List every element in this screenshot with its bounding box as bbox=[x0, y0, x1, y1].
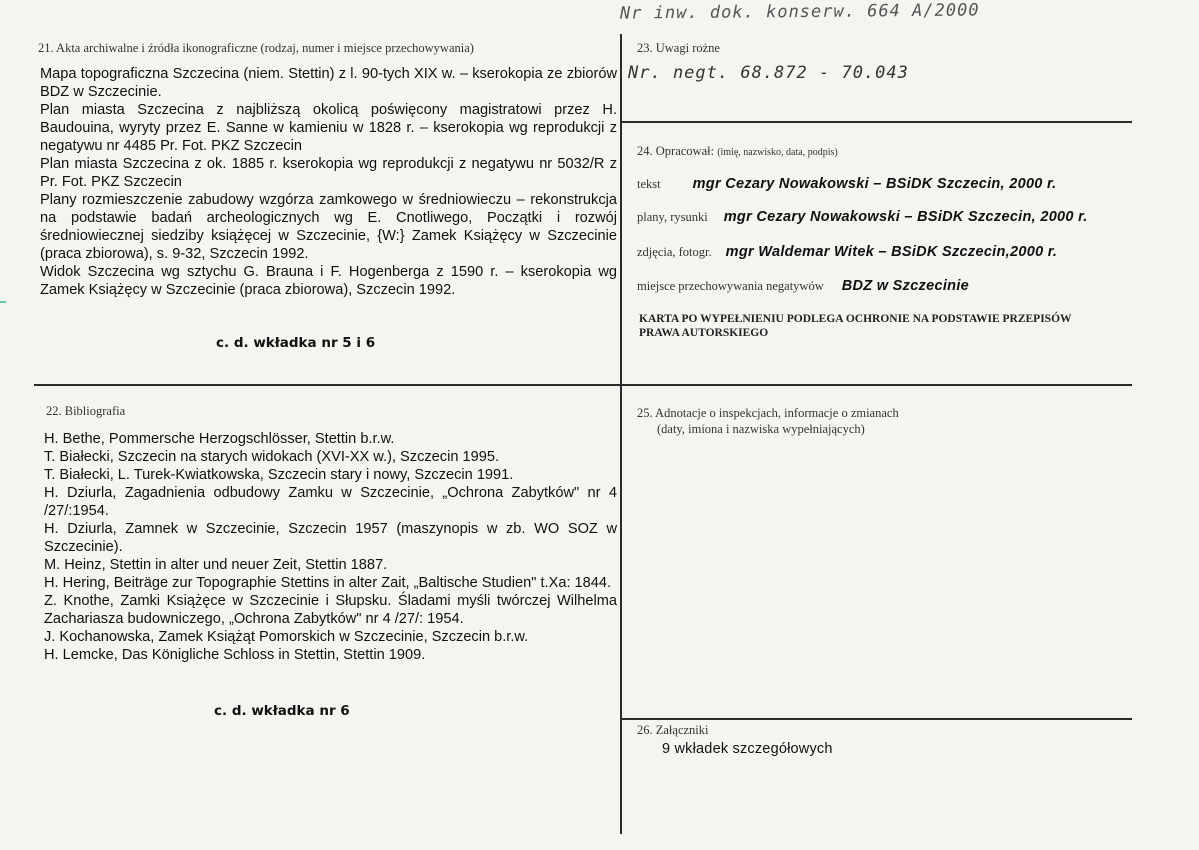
source-entry: Plany rozmieszczenie zabudowy wzgórza zamkowego w średniowieczu – rekonstrukcja na podstawie badań archeologicznych wg E. Cnotliwego, Początki i rozwój średniowiecznej siedziby książęcej w Szczecinie, {W:} Zamek Książęcy w Szczecinie (praca zbiorowa), s. 9-32, Szczecin 1992. bbox=[40, 192, 617, 262]
bibliography-entry: H. Hering, Beiträge zur Topographie Stettins in alter Zait, „Baltische Studien" t.Xa: 1844. bbox=[44, 575, 612, 591]
bibliography-entry: J. Kochanowska, Zamek Książąt Pomorskich w Szczecinie, Szczecin b.r.w. bbox=[44, 629, 529, 645]
section-22-continuation: c. d. wkładka nr 6 bbox=[214, 703, 350, 719]
source-entry: Plan miasta Szczecina z najbliższą okolicą poświęcony magistratowi przez H. Baudouina, wyryty przez E. Sanne w kamieniu w 1828 r. – kserokopia wg reprodukcji z negatywu nr 4485 Pr. Fot. PKZ Szczecin bbox=[40, 102, 617, 154]
section-23-label: 23. Uwagi rożne bbox=[637, 41, 720, 55]
row-value: mgr Cezary Nowakowski – BSiDK Szczecin, 2000 r. bbox=[723, 209, 1088, 225]
source-entry: Plan miasta Szczecina z ok. 1885 r. kserokopia wg reprodukcji z negatywu nr 5032/R z Pr. Fot. PKZ Szczecin bbox=[40, 156, 617, 190]
section-26-divider bbox=[621, 718, 1132, 720]
bibliography-entry: H. Bethe, Pommersche Herzogschlösser, Stettin b.r.w. bbox=[44, 431, 395, 447]
section-26-label: 26. Załączniki bbox=[637, 723, 709, 737]
handwritten-negative-numbers: Nr. negt. 68.872 - 70.043 bbox=[628, 63, 909, 83]
author-row-text bbox=[637, 175, 1056, 193]
source-entry: Widok Szczecina wg sztychu G. Brauna i F. Hogenberga z 1590 r. – kserokopia wg Zamek Książęcy w Szczecinie (praca zbiorowa), Szczecin 1992. bbox=[40, 264, 617, 298]
notice-line-2: PRAWA AUTORSKIEGO bbox=[639, 327, 769, 339]
handwritten-inventory-number: Nr inw. dok. konserw. 664 A/2000 bbox=[619, 0, 980, 24]
section-25-label: 25. Adnotacje o inspekcjach, informacje o zmianach bbox=[637, 406, 899, 420]
column-divider bbox=[620, 34, 622, 834]
row-label: zdjęcia, fotogr. bbox=[637, 245, 712, 259]
author-row-photos bbox=[637, 243, 1057, 261]
section-21-label: 21. Akta archiwalne i źródła ikonograficzne (rodzaj, numer i miejsce przechowywania) bbox=[38, 41, 474, 55]
bibliography-entry: H. Dziurla, Zamnek w Szczecinie, Szczecin 1957 (maszynopis w zb. WO SOZ w Szczecinie). bbox=[44, 521, 617, 555]
section-24-title: 24. Opracował: bbox=[637, 144, 715, 158]
section-23-divider bbox=[621, 121, 1132, 123]
row-label: miejsce przechowywania negatywów bbox=[637, 279, 824, 293]
bibliography-entry: Z. Knothe, Zamki Książęce w Szczecinie i Słupsku. Śladami myśli twórczej Wilhelma Zachariasza budowniczego, „Ochrona Zabytków" nr 4 /27/: 1954. bbox=[44, 593, 617, 627]
source-entry: Mapa topograficzna Szczecina (niem. Stettin) z l. 90-tych XIX w. – kserokopia ze zbiorów BDZ w Szczecinie. bbox=[40, 66, 617, 100]
bibliography-entry: H. Dziurla, Zagadnienia odbudowy Zamku w Szczecinie, „Ochrona Zabytków" nr 4 /27/:1954. bbox=[44, 485, 617, 519]
bibliography-entry: T. Białecki, Szczecin na starych widokach (XVI-XX w.), Szczecin 1995. bbox=[44, 449, 500, 465]
section-24-hint: (imię, nazwisko, data, podpis) bbox=[717, 147, 838, 158]
copyright-notice bbox=[639, 312, 1139, 340]
row-label: tekst bbox=[637, 177, 661, 191]
attachments-value: 9 wkładek szczegółowych bbox=[662, 741, 833, 757]
author-row-plans bbox=[637, 208, 1088, 226]
section-22-label: 22. Bibliografia bbox=[46, 404, 126, 418]
section-25 bbox=[637, 405, 899, 437]
bibliography-entry: H. Lemcke, Das Königliche Schloss in Stettin, Stettin 1909. bbox=[44, 647, 426, 663]
scan-artifact bbox=[0, 301, 6, 303]
negatives-storage-row bbox=[637, 277, 969, 295]
section-24-label bbox=[637, 144, 838, 159]
row-divider bbox=[34, 384, 1132, 386]
row-label: plany, rysunki bbox=[637, 210, 708, 224]
section-21-sources bbox=[40, 65, 617, 299]
row-value: BDZ w Szczecinie bbox=[841, 278, 970, 294]
notice-line-1: KARTA PO WYPEŁNIENIU PODLEGA OCHRONIE NA PODSTAWIE PRZEPISÓW bbox=[639, 313, 1072, 325]
section-22-bibliography bbox=[44, 430, 617, 664]
row-value: mgr Cezary Nowakowski – BSiDK Szczecin, 2000 r. bbox=[692, 176, 1057, 192]
row-value: mgr Waldemar Witek – BSiDK Szczecin,2000 r. bbox=[725, 244, 1058, 260]
section-21-continuation: c. d. wkładka nr 5 i 6 bbox=[216, 335, 376, 351]
section-25-sublabel: (daty, imiona i nazwiska wypełniających) bbox=[657, 422, 865, 436]
bibliography-entry: M. Heinz, Stettin in alter und neuer Zeit, Stettin 1887. bbox=[44, 557, 388, 573]
bibliography-entry: T. Białecki, L. Turek-Kwiatkowska, Szczecin stary i nowy, Szczecin 1991. bbox=[44, 467, 514, 483]
